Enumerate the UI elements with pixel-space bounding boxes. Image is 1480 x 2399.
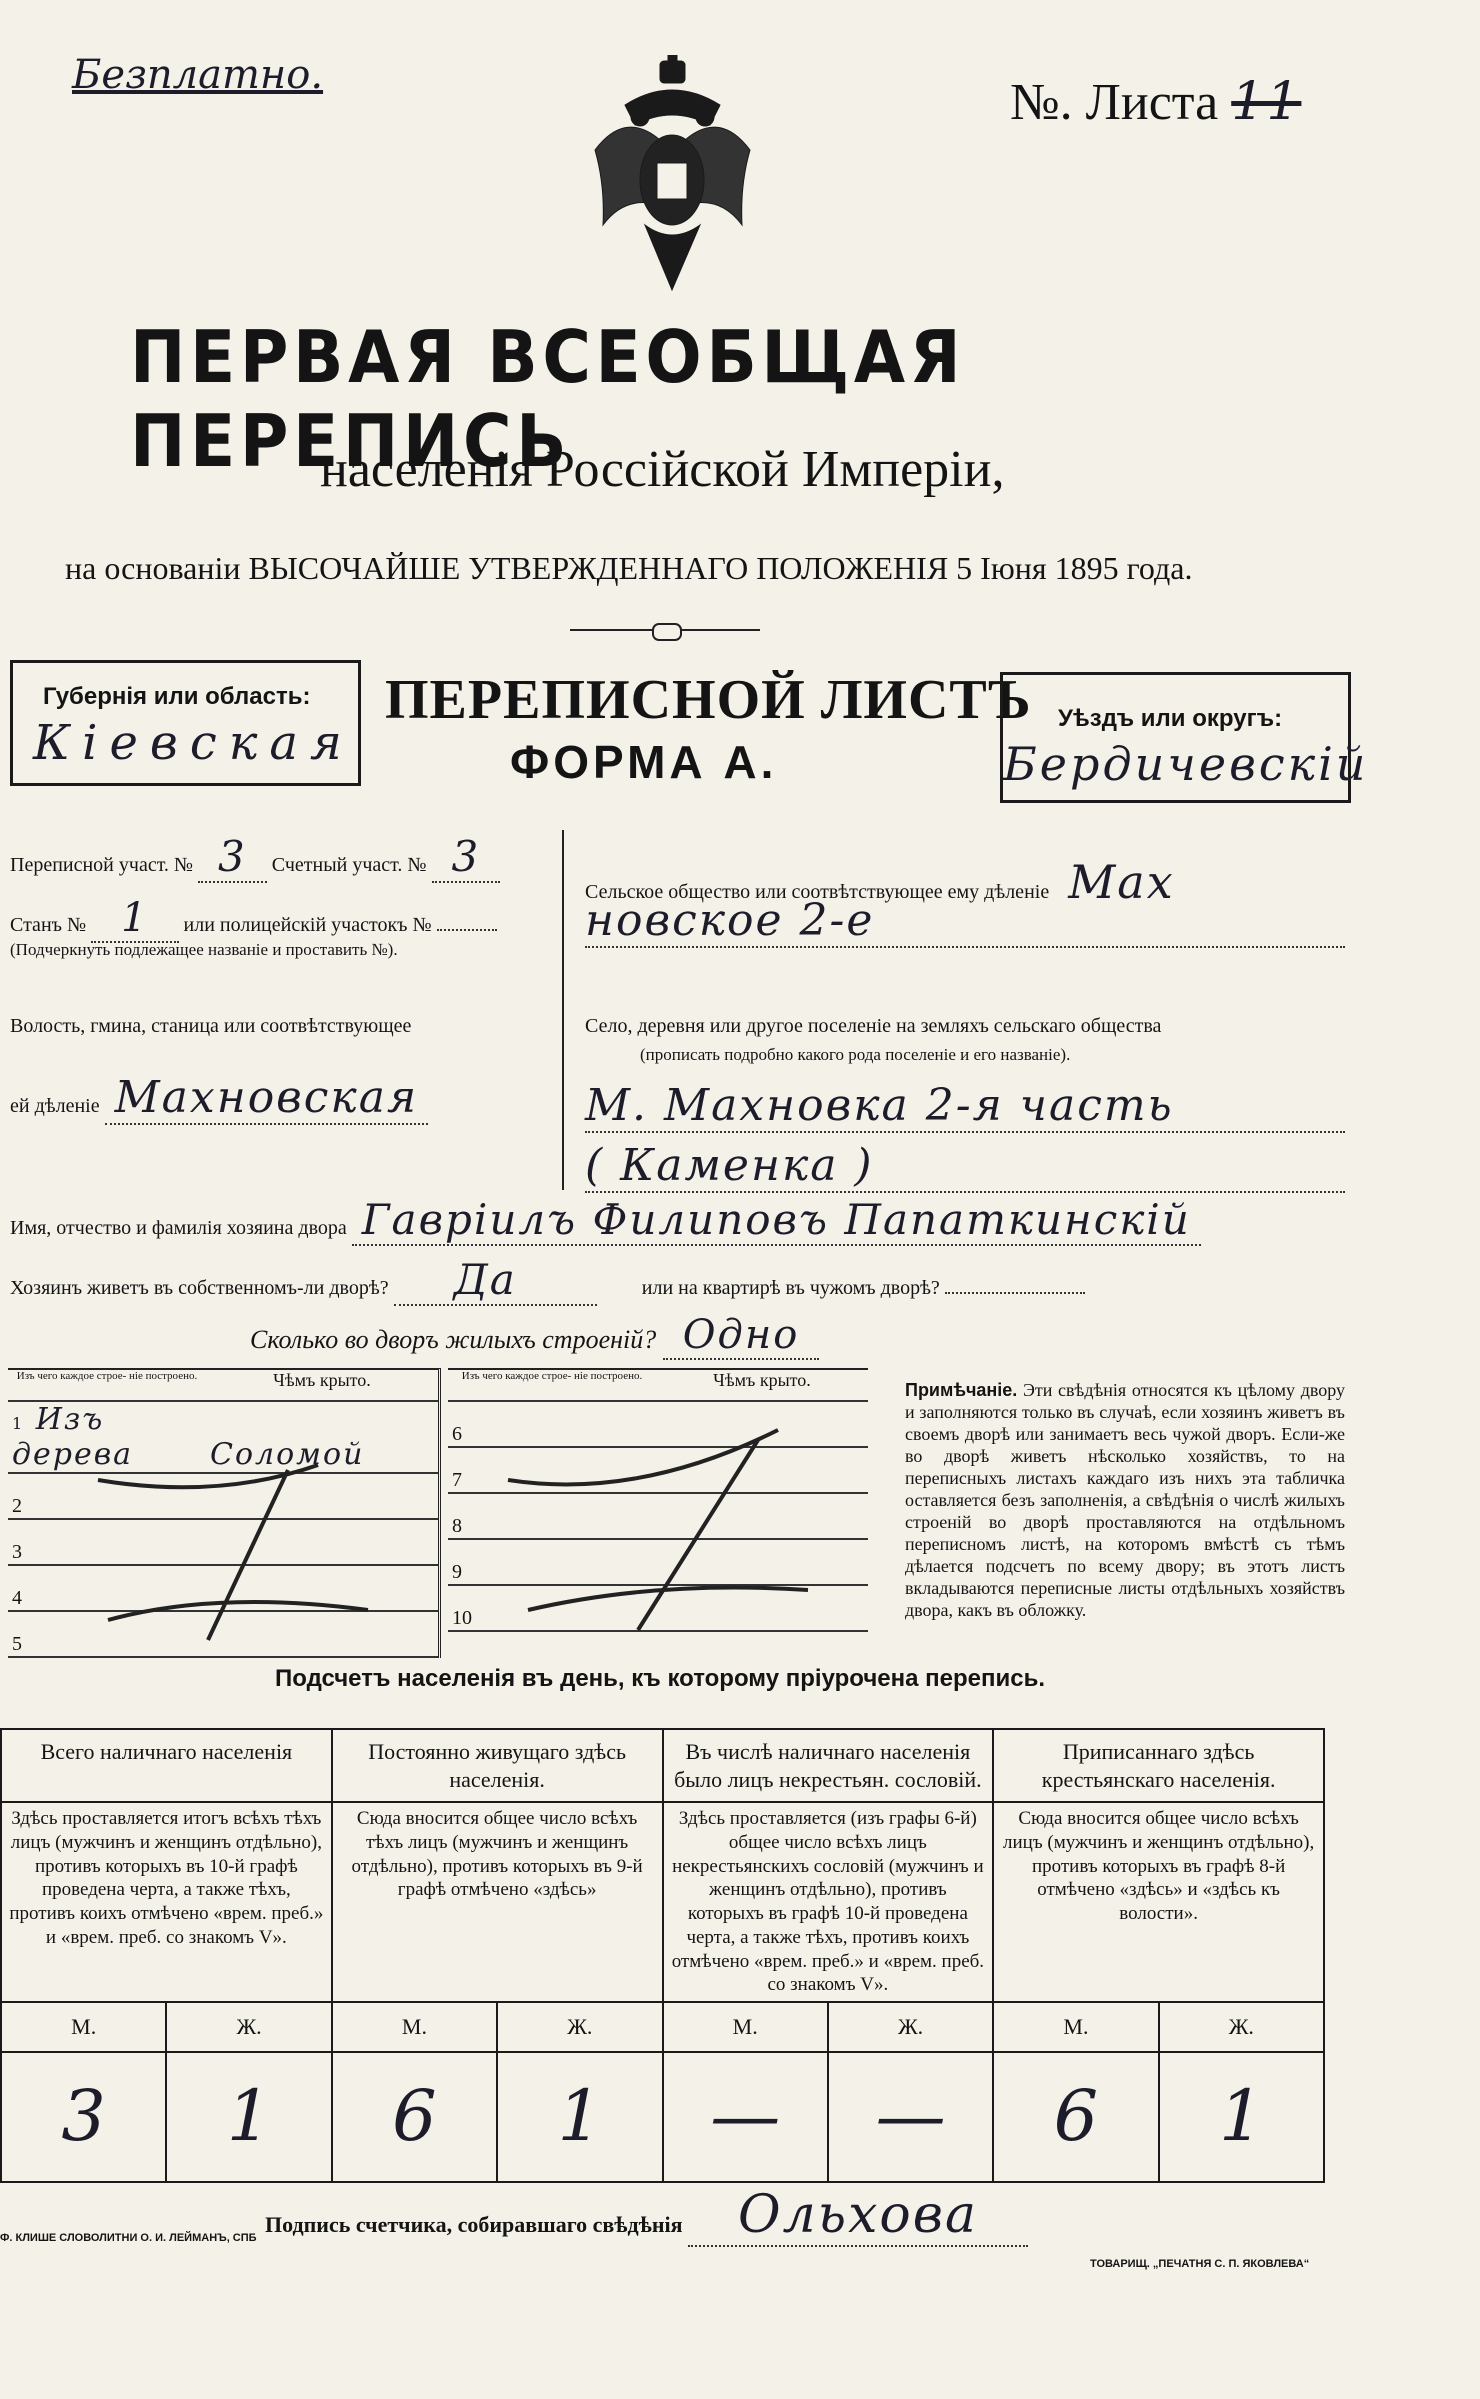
police-label: или полицейскій участокъ № (183, 914, 432, 936)
buildings-count-row (250, 1312, 819, 1358)
pop-desc-total: Здѣсь проставляется итогъ всѣхъ тѣхъ лицъ (мужчинъ и женщинъ отдѣльно), противъ которыхъ въ 10-й графѣ проведена черта, а также тѣхъ, противъ коихъ отмѣчено «врем. преб.» и «врем. преб. со знакомъ V». (1, 1802, 332, 2002)
population-table (0, 1728, 1325, 2183)
society-value: Мах (1068, 855, 1175, 909)
page-subtitle: населенія Россійской Имперіи, (320, 441, 1005, 498)
ornament-divider (570, 625, 760, 635)
buildings-col-roof-2: Чѣмъ крыто. (656, 1370, 868, 1401)
buildings-table-right (448, 1368, 868, 1632)
eagle-emblem-icon (585, 55, 760, 300)
note-text: Эти свѣдѣнія относятся къ цѣлому двору и заполняются только въ случаѣ, если хозяинъ живетъ въ своемъ дворѣ или занимаетъ весь чужой дворъ. Если-же во дворѣ живетъ нѣсколько хозяйствъ, то на переписныхъ листахъ каждаго изъ нихъ эта табличка оставляется безъ заполненія, а свѣдѣнія о числѣ жилыхъ строеній во дворѣ проставляются на отдѣльномъ переписномъ листѣ, на которомъ вмѣстѣ съ тѣмъ дѣлается подсчетъ по всему двору; въ этотъ листъ вкладываются переписные листы отдѣльныхъ хозяйствъ двора, какъ въ обложку. (905, 1380, 1346, 1620)
perepis-row (10, 832, 550, 881)
pop-permanent-f: 1 (497, 2052, 662, 2182)
perepis-value: 3 (198, 832, 267, 883)
pop-f-label: Ж. (166, 2002, 331, 2052)
pop-registered-m: 6 (993, 2052, 1158, 2182)
buildings-count-value: Одно (663, 1312, 820, 1360)
sheet-number (1010, 72, 1301, 132)
owner-name-row (10, 1195, 1350, 1244)
uezd-value: Бердичевскій (1003, 737, 1369, 791)
underline-note: (Подчеркнуть подлежащее названіе и проставить №). (10, 940, 398, 959)
village-note: (прописать подробно какого рода поселеніе и его названіе). (640, 1045, 1071, 1064)
buildings-col-roof: Чѣмъ крыто. (206, 1370, 438, 1401)
table-row: 3 (8, 1519, 438, 1565)
legal-basis: на основаніи ВЫСОЧАЙШЕ УТВЕРЖДЕННАГО ПОЛОЖЕНІЯ 5 Іюня 1895 года. (65, 550, 1193, 586)
pop-head-registered: Приписаннаго здѣсь крестьянскаго населенія. (993, 1729, 1324, 1802)
page-title: ПЕРВАЯ ВСЕОБЩАЯ ПЕРЕПИСЬ (130, 315, 966, 483)
strike-mark-left (68, 1440, 388, 1660)
schet-value: 3 (432, 832, 501, 883)
owner-lives-label: Хозяинъ живетъ въ собственномъ-ли дворѣ? (10, 1277, 389, 1299)
gubernia-box (10, 660, 361, 786)
pop-f-label: Ж. (1159, 2002, 1324, 2052)
pop-registered-f: 1 (1159, 2052, 1324, 2182)
sheet-number-label: №. Листа (1010, 74, 1219, 131)
strike-mark-right (488, 1410, 828, 1650)
volost-label-2: ей дѣленіе (10, 1095, 100, 1117)
printer-right: ТОВАРИЩ. „ПЕЧАТНЯ С. П. ЯКОВЛЕВА“ (1090, 2258, 1310, 2270)
pop-m-label: М. (1, 2002, 166, 2052)
gubernia-value: Кіевская (33, 715, 354, 771)
society-label: Сельское общество или соотвѣтствующее ему дѣленіе (585, 881, 1050, 903)
pop-m-label: М. (332, 2002, 497, 2052)
owner-lives-row (10, 1255, 1350, 1304)
schet-label: Счетный участ. № (271, 854, 427, 876)
table-row: 10 (448, 1585, 868, 1631)
village-value-2: ( Каменка ) (585, 1140, 1345, 1193)
buildings-note (905, 1380, 1345, 1621)
pop-desc-permanent: Сюда вносится общее число всѣхъ тѣхъ лицъ (мужчинъ и женщинъ отдѣльно), противъ которыхъ въ 9-й графѣ отмѣчено «здѣсь» (332, 1802, 663, 2002)
pop-nonpeasant-f: — (828, 2052, 993, 2182)
printer-left: Ф. КЛИШЕ СЛОВОЛИТНИ О. И. ЛЕЙМАНЪ, СПБ (0, 2232, 257, 2244)
pop-m-label: М. (663, 2002, 828, 2052)
owner-lives-value: Да (394, 1255, 597, 1306)
signature-label: Подпись счетчика, собиравшаго свѣдѣнія (265, 2212, 683, 2237)
form-name: ПЕРЕПИСНОЙ ЛИСТЪ (385, 669, 1032, 731)
owner-name-value: Гавріилъ Филиповъ Папаткинскій (352, 1195, 1201, 1246)
pop-f-label: Ж. (497, 2002, 662, 2052)
pop-head-nonpeasant: Въ числѣ наличнаго населенія было лицъ некрестьян. сословій. (663, 1729, 994, 1802)
pop-nonpeasant-m: — (663, 2052, 828, 2182)
perepis-label: Переписной участ. № (10, 854, 194, 876)
note-title: Примѣчаніе. (905, 1380, 1018, 1400)
pop-head-total: Всего наличнаго населенія (1, 1729, 332, 1802)
table-row: 7 (448, 1447, 868, 1493)
pop-total-f: 1 (166, 2052, 331, 2182)
volost-label: Волость, гмина, станица или соотвѣтствующее (10, 1015, 412, 1037)
signature-row (265, 2185, 1028, 2245)
table-row: 5 (8, 1611, 438, 1657)
society-value-2: новское 2-е (585, 895, 1345, 948)
buildings-col-material-2: Изъ чего каждое строе- ніе построено. (448, 1370, 656, 1401)
population-title: Подсчетъ населенія въ день, къ которому пріурочена перепись. (275, 1665, 1045, 1692)
village-label: Село, деревня или другое поселеніе на земляхъ сельскаго общества (585, 1015, 1162, 1037)
uezd-box (1000, 672, 1369, 803)
section-divider (562, 830, 564, 1190)
table-row: 2 (8, 1473, 438, 1519)
owner-rent-value (945, 1292, 1085, 1294)
pop-f-label: Ж. (828, 2002, 993, 2052)
pop-total-m: 3 (1, 2052, 166, 2182)
gubernia-label: Губернія или область: (43, 683, 311, 710)
volost-row (10, 1072, 550, 1123)
buildings-count-label: Сколько во дворъ жилыхъ строеній? (250, 1325, 657, 1354)
free-stamp: Безплатно. (72, 52, 324, 98)
volost-value: Махновская (105, 1072, 428, 1125)
pop-head-permanent: Постоянно живущаго здѣсь населенія. (332, 1729, 663, 1802)
stan-row (10, 895, 550, 941)
owner-name-label: Имя, отчество и фамилія хозяина двора (10, 1217, 347, 1239)
buildings-table-left (8, 1368, 441, 1658)
pop-m-label: М. (993, 2002, 1158, 2052)
sheet-number-value: 11 (1231, 72, 1302, 132)
village-value: М. Махновка 2-я часть (585, 1080, 1345, 1133)
table-row: 9 (448, 1539, 868, 1585)
uezd-label: Уѣздъ или округъ: (1058, 705, 1283, 732)
owner-rent-label: или на квартирѣ въ чужомъ дворѣ? (641, 1277, 940, 1299)
stan-value: 1 (91, 895, 178, 943)
form-type: ФОРМА А. (510, 736, 778, 788)
pop-desc-nonpeasant: Здѣсь проставляется (изъ графы 6-й) общее число всѣхъ лицъ некрестьянскихъ сословій (мужчинъ и женщинъ отдѣльно), противъ которыхъ въ графѣ 10-й проведена черта, а также тѣхъ, противъ коихъ отмѣчено «врем. преб.» и «врем. преб. со знакомъ V». (663, 1802, 994, 2002)
table-row: 8 (448, 1493, 868, 1539)
police-value (437, 929, 497, 931)
table-row: 4 (8, 1565, 438, 1611)
pop-desc-registered: Сюда вносится общее число всѣхъ лицъ (мужчинъ и женщинъ отдѣльно), противъ которыхъ въ графѣ 8-й отмѣчено «здѣсь» и «здѣсь къ волости». (993, 1802, 1324, 2002)
table-row: 6 (448, 1401, 868, 1447)
pop-permanent-m: 6 (332, 2052, 497, 2182)
signature-value: Ольхова (688, 2185, 1028, 2247)
buildings-col-material: Изъ чего каждое строе- ніе построено. (8, 1370, 206, 1401)
table-row: 1 Изъ дерева Соломой (8, 1401, 438, 1473)
stan-label: Станъ № (10, 914, 87, 936)
